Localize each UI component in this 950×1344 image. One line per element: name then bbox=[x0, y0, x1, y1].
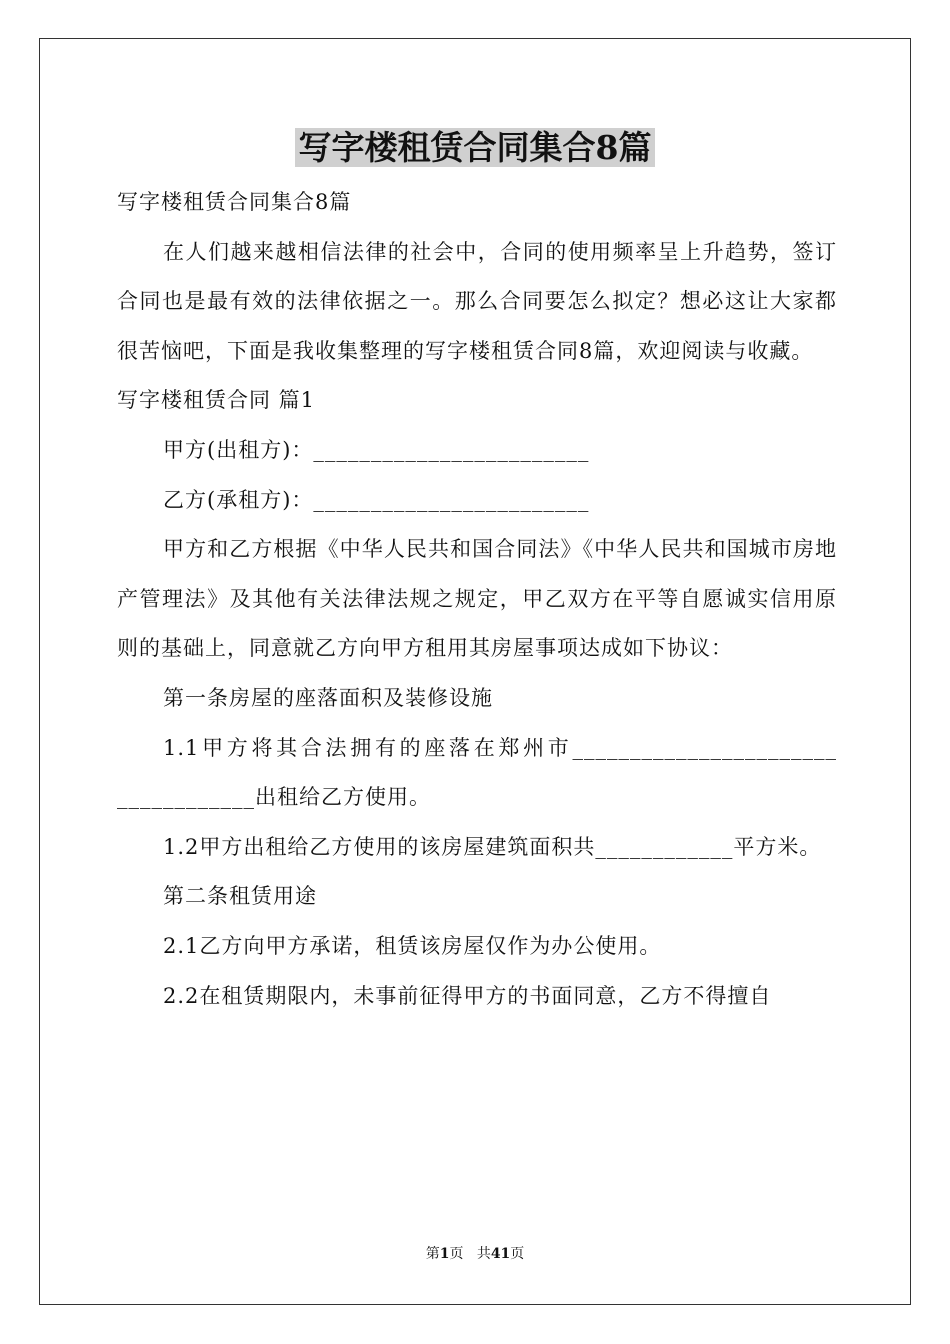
paragraph: 甲方(出租方)：________________________ bbox=[163, 437, 590, 462]
paragraph: 甲方和乙方根据《中华人民共和国合同法》《中华人民共和国城市房地产管理法》及其他有关法律法规之规定，甲乙双方在平等自愿诚实信用原则的基础上，同意就乙方向甲方租用其房屋事项达成如下协议： bbox=[117, 537, 837, 661]
document-title-text: 写字楼租赁合同集合8篇 bbox=[295, 128, 656, 167]
paragraph: 2.1乙方向甲方承诺，租赁该房屋仅作为办公使用。 bbox=[163, 933, 662, 958]
paragraph: 第一条房屋的座落面积及装修设施 bbox=[163, 685, 493, 710]
paragraph: 在人们越来越相信法律的社会中，合同的使用频率呈上升趋势，签订合同也是最有效的法律依据之一。那么合同要怎么拟定？想必这让大家都很苦恼吧，下面是我收集整理的写字楼租赁合同8篇，欢迎阅读与收藏。 bbox=[117, 239, 837, 363]
document-title bbox=[0, 126, 950, 170]
paragraph: 1.1甲方将其合法拥有的座落在郑州市_______________________ ____________出租给乙方使用。 bbox=[117, 735, 837, 810]
footer-total-unit: 页 bbox=[510, 1246, 525, 1262]
footer-page-number: 1 bbox=[439, 1246, 450, 1262]
footer-page-unit: 页 bbox=[449, 1246, 464, 1262]
paragraph: 1.2甲方出租给乙方使用的该房屋建筑面积共____________平方米。 bbox=[163, 834, 822, 859]
footer-total-prefix: 共 bbox=[476, 1246, 491, 1262]
footer-total-pages: 41 bbox=[490, 1246, 511, 1262]
page-footer bbox=[0, 1244, 950, 1264]
paragraph: 乙方(承租方)：________________________ bbox=[163, 487, 590, 512]
paragraph: 第二条租赁用途 bbox=[163, 884, 317, 909]
document-body bbox=[117, 178, 837, 1021]
paragraph: 写字楼租赁合同 篇1 bbox=[117, 388, 316, 413]
paragraph: 2.2在租赁期限内，未事前征得甲方的书面同意，乙方不得擅自 bbox=[163, 983, 772, 1008]
paragraph: 写字楼租赁合同集合8篇 bbox=[117, 190, 352, 214]
footer-page-prefix: 第 bbox=[425, 1246, 440, 1262]
